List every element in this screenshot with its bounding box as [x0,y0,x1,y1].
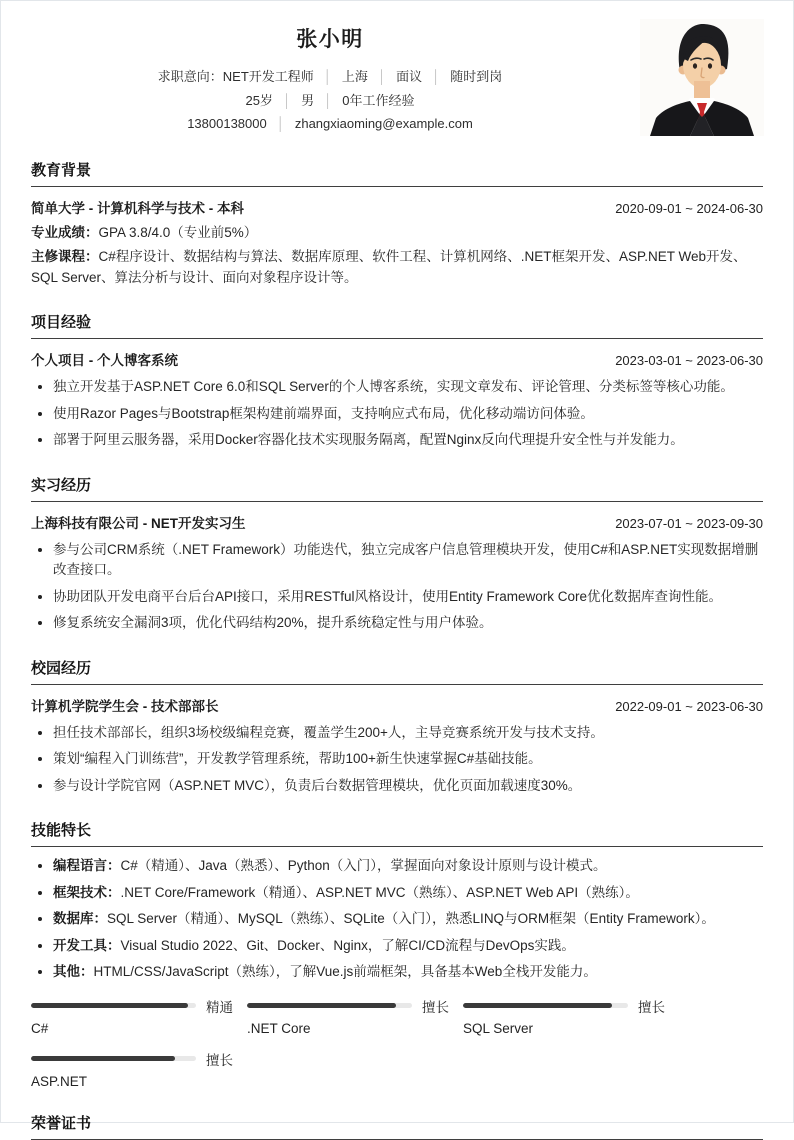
entry-title: 计算机学院学生会 - 技术部部长 [31,698,219,714]
skill-bar-fill [31,1056,175,1061]
education-entry [31,198,763,289]
skill-label: 数据库： [53,911,107,926]
skill-bar-fill [463,1003,612,1008]
skill-bar-track [247,1003,412,1008]
entry-header [31,198,763,219]
skill-text: C#（精通）、Java（熟悉）、Python（入门），掌握面向对象设计原则与设计模式。 [120,858,607,873]
bar-line [31,999,247,1013]
header [31,25,629,136]
section-title: 荣誉证书 [31,1115,763,1140]
section-title: 项目经验 [31,314,763,339]
project-entry [31,350,763,451]
skill-bar-fill [247,1003,396,1008]
bullet-item: 部署于阿里云服务器，采用Docker容器化技术实现服务隔离，配置Nginx反向代理提升安全性与并发能力。 [31,430,763,451]
section-internship [31,477,763,634]
skill-bar-track [31,1003,196,1008]
entry-header [31,513,763,534]
separator: │ [324,92,333,108]
job-intent-salary: 面议 [396,69,423,84]
entry-header [31,696,763,717]
bullet-list [31,540,763,634]
entry-header [31,350,763,371]
skill-text: .NET Core/Framework（精通）、ASP.NET MVC（熟练）、ASP.NET Web API（熟练）。 [120,884,639,900]
field-text: GPA 3.8/4.0（专业前5%） [98,224,258,240]
skill-bar-track [31,1056,196,1061]
skill-bars [31,999,763,1089]
skill-bar-track [463,1003,628,1008]
bullet-list [31,856,763,983]
candidate-name: 张小明 [296,28,364,51]
entry-date: 2023-03-01 ~ 2023-06-30 [615,353,763,368]
skill-bullet [31,936,763,957]
entry-date: 2022-09-01 ~ 2023-06-30 [615,698,763,714]
courses-line [31,247,763,288]
skill-text: HTML/CSS/JavaScript（熟练），了解Vue.js前端框架，具备基本Web全栈开发能力。 [93,964,597,979]
skill-label: 编程语言： [53,858,121,873]
job-intent-label: 求职意向： [157,69,223,84]
email-address: zhangxiaoming@example.com [294,116,473,131]
skill-name: ASP.NET [31,1073,88,1089]
section-honors [31,1115,763,1140]
field-label: 专业成绩： [31,224,99,240]
bullet-item: 修复系统安全漏洞3项，优化代码结构20%，提升系统稳定性与用户体验。 [31,613,763,634]
section-education [31,162,763,289]
section-campus [31,660,763,797]
separator: │ [377,69,387,84]
bar-line [31,1052,247,1066]
skill-level-label: 擅长 [638,999,665,1015]
resume-content [1,1,793,1140]
skill-level-label: 精通 [206,999,233,1015]
bullet-item: 担任技术部部长，组织3场校级编程竞赛，覆盖学生200+人，主导竞赛系统开发与技术支持。 [31,723,763,744]
skill-level-label: 擅长 [206,1052,233,1068]
bullet-list [31,377,763,451]
skill-bullet [31,883,763,904]
separator: │ [323,69,332,84]
bar-line [247,999,463,1013]
bullet-item: 策划“编程入门训练营”，开发教学管理系统，帮助100+新生快速掌握C#基础技能。 [31,749,763,770]
skill-text: SQL Server（精通）、MySQL（熟练）、SQLite（入门），熟悉LINQ与ORM框架（Entity Framework）。 [107,911,715,926]
skill-text: Visual Studio 2022、Git、Docker、Nginx，了解CI/CD流程与DevOps实践。 [120,937,575,953]
bullet-item: 独立开发基于ASP.NET Core 6.0和SQL Server的个人博客系统，实现文章发布、评论管理、分类标签等核心功能。 [31,377,763,398]
job-intent-line [31,65,629,89]
skill-bullet [31,909,763,930]
skill-bar-fill [31,1003,188,1008]
separator: │ [282,92,292,108]
skill-name: SQL Server [463,1020,534,1036]
contact-line [31,112,629,136]
job-intent-position: NET开发工程师 [222,69,314,84]
skill-bar [463,999,679,1036]
job-intent-city: 上海 [341,69,368,84]
entry-title: 上海科技有限公司 - NET开发实习生 [31,515,246,531]
avatar [640,19,764,136]
section-title: 实习经历 [31,477,763,502]
section-skills [31,822,763,1089]
bullet-item: 使用Razor Pages与Bootstrap框架构建前端界面，支持响应式布局，优化移动端访问体验。 [31,404,763,425]
section-title: 校园经历 [31,660,763,685]
job-intent-availability: 随时到岗 [450,69,503,84]
entry-title: 个人项目 - 个人博客系统 [31,353,178,368]
skill-bar [247,999,463,1036]
separator: │ [276,116,285,131]
age: 25岁 [245,92,273,108]
section-projects [31,314,763,451]
internship-entry [31,513,763,634]
entry-title: 简单大学 - 计算机科学与技术 - 本科 [31,200,244,216]
work-experience: 0年工作经验 [342,92,415,108]
campus-entry [31,696,763,797]
bullet-item: 参与设计学院官网（ASP.NET MVC），负责后台数据管理模块，优化页面加载速度30%。 [31,776,763,797]
gpa-line [31,223,763,244]
entry-date: 2023-07-01 ~ 2023-09-30 [615,515,763,531]
section-title: 技能特长 [31,822,763,847]
skill-bar [31,999,247,1036]
skill-name: C# [31,1020,49,1036]
skill-bullet [31,962,763,983]
entry-date: 2020-09-01 ~ 2024-06-30 [615,200,763,216]
gender: 男 [301,92,315,108]
field-label: 主修课程： [31,249,99,264]
skill-bar [31,1052,247,1089]
bullet-list [31,723,763,797]
skill-label: 框架技术： [53,884,121,900]
skill-name: .NET Core [247,1020,311,1036]
bullet-item: 协助团队开发电商平台后台API接口，采用RESTful风格设计，使用Entity Framework Core优化数据库查询性能。 [31,587,763,608]
phone-number: 13800138000 [187,116,267,131]
bar-line [463,999,679,1013]
bullet-item: 参与公司CRM系统（.NET Framework）功能迭代，独立完成客户信息管理模块开发，使用C#和ASP.NET实现数据增删改查接口。 [31,540,763,581]
separator: │ [432,69,441,84]
skill-label: 开发工具： [53,937,121,953]
section-title: 教育背景 [31,162,763,187]
skill-label: 其他： [53,964,94,979]
profile-line [31,89,629,113]
skill-bullet [31,856,763,877]
skill-level-label: 擅长 [422,999,449,1015]
field-text: C#程序设计、数据结构与算法、数据库原理、软件工程、计算机网络、.NET框架开发、ASP.NET Web开发、SQL Server、算法分析与设计、面向对象程序设计等。 [31,249,747,285]
